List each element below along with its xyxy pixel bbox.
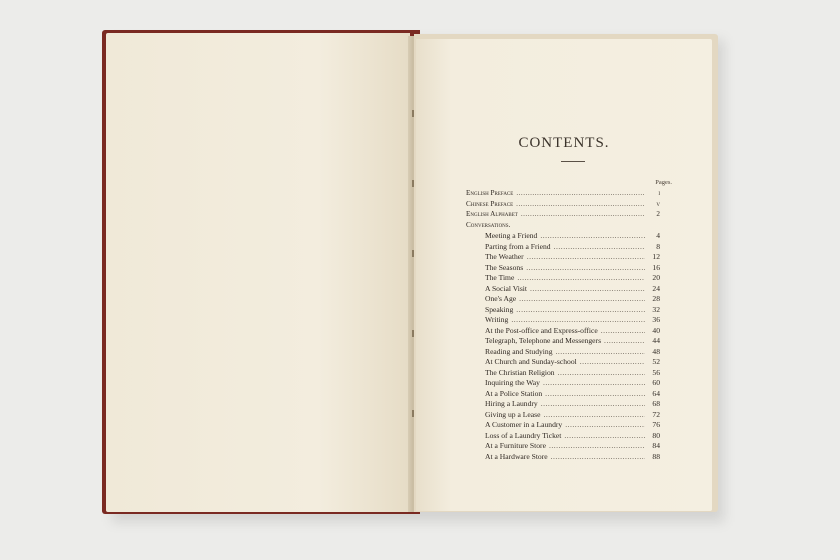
pages-column-label: Pages. [655,179,672,186]
toc-entry: Parting from a Friend ..... 8 [466,242,660,253]
toc-entry: At the Post-office and Express-office ..... 40 [466,326,660,337]
toc-entry: At a Furniture Store ..... 84 [466,441,660,452]
toc-entry: Reading and Studying ..... 48 [466,347,660,358]
toc-entry: Meeting a Friend ..... 4 [466,231,660,242]
toc-entry: English Preface ..... i [466,189,660,200]
toc-entry: Giving up a Lease ..... 72 [466,410,660,421]
toc-entry: Inquiring the Way ..... 60 [466,378,660,389]
toc-entry: The Weather ..... 12 [466,252,660,263]
toc-entry: Chinese Preface ..... v [466,200,660,211]
toc-entry: The Christian Religion ..... 56 [466,368,660,379]
left-blank-page [106,33,410,512]
toc-entry: At a Police Station ..... 64 [466,389,660,400]
toc-entry: A Social Visit ..... 24 [466,284,660,295]
toc-entry: One's Age ..... 28 [466,294,660,305]
title-rule [561,161,585,162]
toc-entry: Hiring a Laundry ..... 68 [466,399,660,410]
contents-list [466,189,660,462]
toc-entry: A Customer in a Laundry ..... 76 [466,420,660,431]
toc-section-heading: Conversations. [466,220,511,229]
toc-entry: The Seasons ..... 16 [466,263,660,274]
toc-entry: Speaking ..... 32 [466,305,660,316]
contents-title: CONTENTS. [518,135,610,151]
toc-entry: Telegraph, Telephone and Messengers ..... 44 [466,336,660,347]
toc-entry: At a Hardware Store ..... 88 [466,452,660,463]
toc-entry: At Church and Sunday-school ..... 52 [466,357,660,368]
contents-page [416,39,712,511]
toc-entry: Loss of a Laundry Ticket ..... 80 [466,431,660,442]
toc-entry: English Alphabet ..... 2 [466,210,660,221]
toc-entry: Writing ..... 36 [466,315,660,326]
toc-entry: The Time ..... 20 [466,273,660,284]
